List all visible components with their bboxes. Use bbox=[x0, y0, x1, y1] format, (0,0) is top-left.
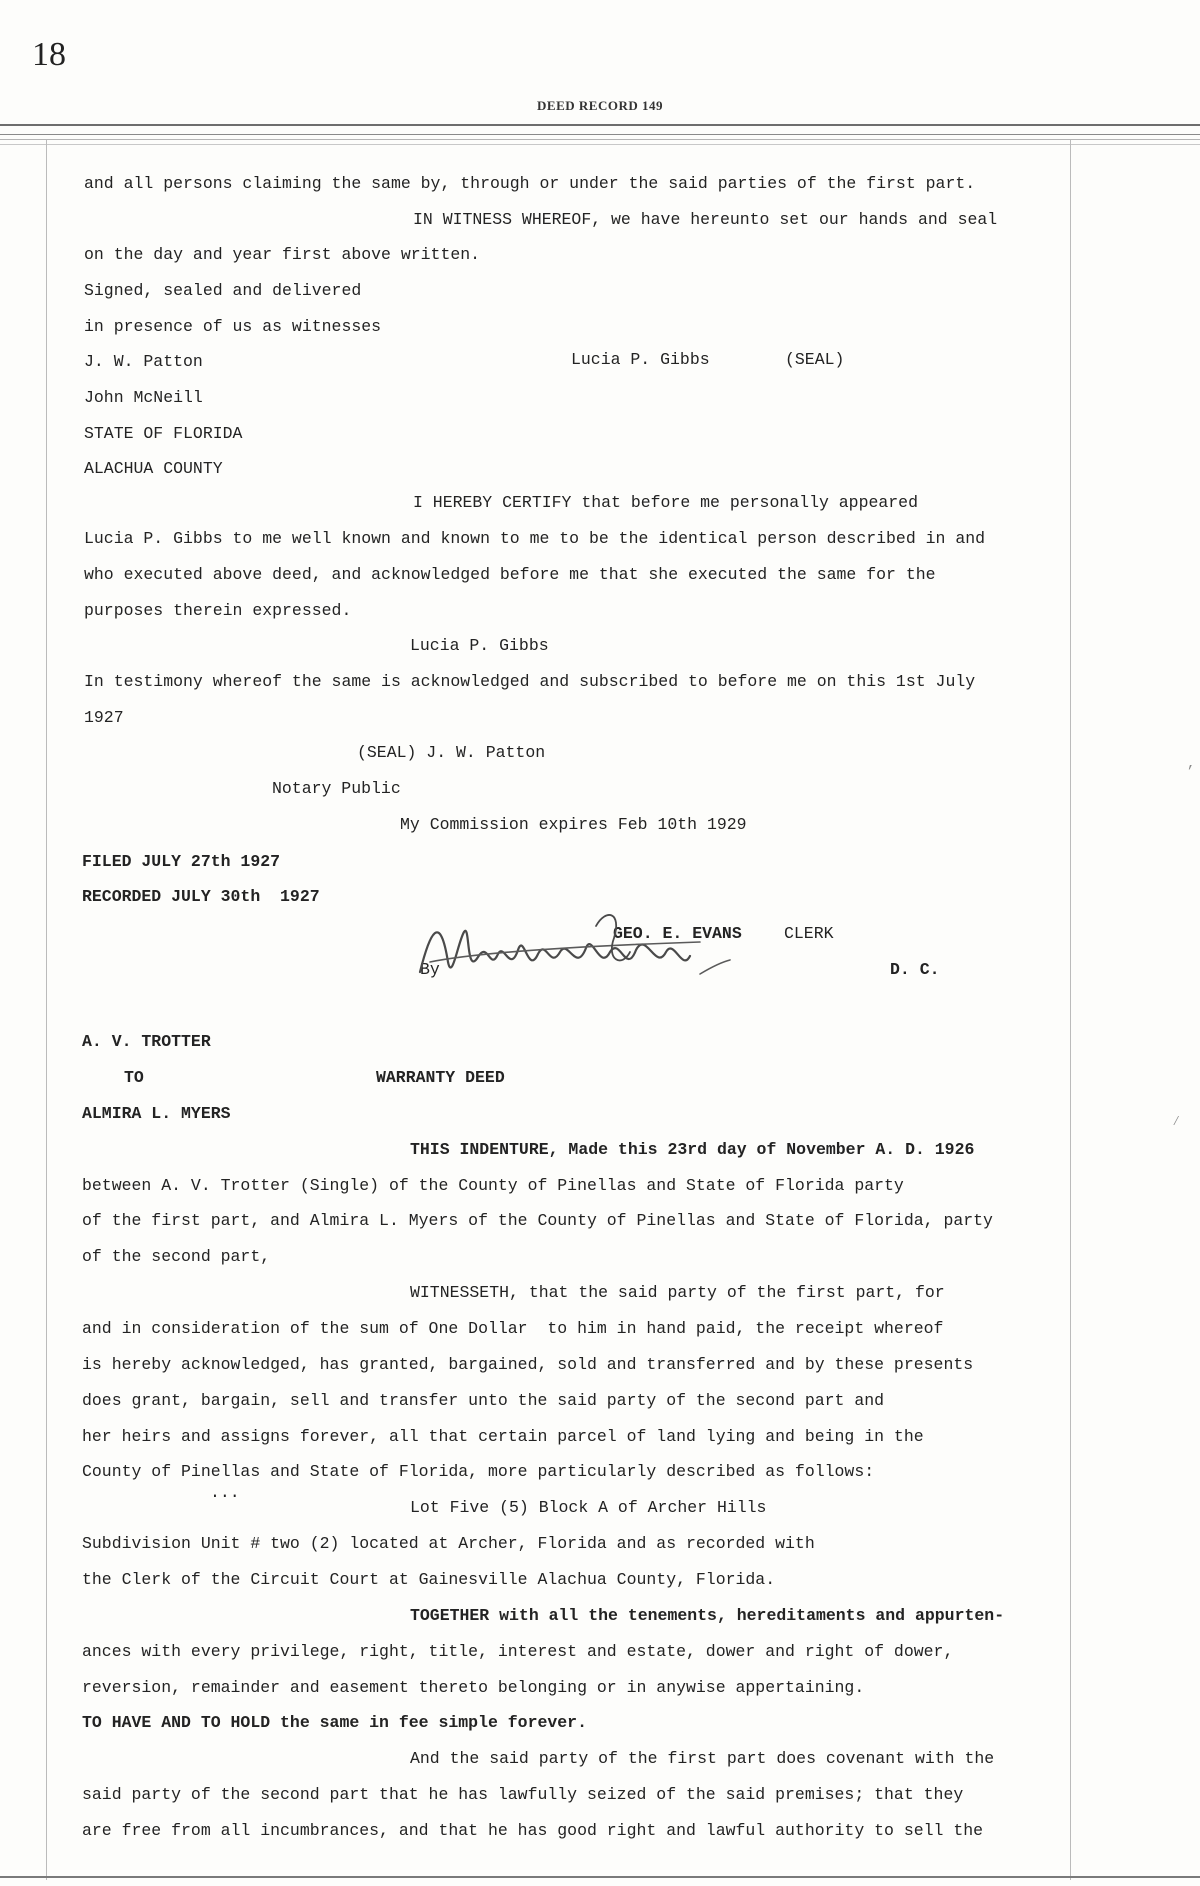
margin-mark: , bbox=[1187, 756, 1196, 772]
text-line: are free from all incumbrances, and that he has good right and lawful authority to sell the bbox=[82, 1821, 984, 1840]
text-line: A. V. TROTTER bbox=[82, 1032, 211, 1051]
text-line: STATE OF FLORIDA bbox=[84, 424, 243, 443]
text-line: of the second part, bbox=[82, 1247, 271, 1266]
text-line: Lucia P. Gibbs bbox=[410, 636, 549, 655]
text-line: John McNeill bbox=[84, 388, 203, 407]
text-line: J. W. Patton bbox=[84, 352, 203, 371]
bottom-rule bbox=[0, 1876, 1200, 1878]
text-line: County of Pinellas and State of Florida, more particularly described as follows: bbox=[82, 1462, 875, 1481]
text-line: RECORDED JULY 30th 1927 bbox=[82, 887, 320, 906]
margin-mark: ⁄ bbox=[1172, 1114, 1181, 1130]
text-line: And the said party of the first part does covenant with the bbox=[410, 1749, 995, 1768]
text-line: ALMIRA L. MYERS bbox=[82, 1104, 231, 1123]
left-margin-line bbox=[46, 140, 47, 1880]
text-line: 1927 bbox=[84, 708, 124, 727]
text-line: My Commission expires Feb 10th 1929 bbox=[400, 815, 747, 834]
text-line: Signed, sealed and delivered bbox=[84, 281, 362, 300]
text-line: who executed above deed, and acknowledged before me that she executed the same for the bbox=[84, 565, 936, 584]
header-rule bbox=[0, 134, 1200, 135]
text-line: ances with every privilege, right, title, interest and estate, dower and right of dower, bbox=[82, 1642, 954, 1661]
header-rule bbox=[0, 124, 1200, 126]
text-line: in presence of us as witnesses bbox=[84, 317, 382, 336]
text-line: is hereby acknowledged, has granted, bargained, sold and transferred and by these presents bbox=[82, 1355, 974, 1374]
text-line: ... bbox=[210, 1483, 240, 1502]
text-line: FILED JULY 27th 1927 bbox=[82, 852, 281, 871]
text-line: I HEREBY CERTIFY that before me personally appeared bbox=[413, 493, 918, 512]
text-line: on the day and year first above written. bbox=[84, 245, 481, 264]
text-line: THIS INDENTURE, Made this 23rd day of November A. D. 1926 bbox=[410, 1140, 975, 1159]
text-line: WARRANTY DEED bbox=[376, 1068, 505, 1087]
right-margin-line bbox=[1070, 140, 1071, 1880]
header-rule bbox=[0, 139, 1200, 140]
text-line: her heirs and assigns forever, all that certain parcel of land lying and being in the bbox=[82, 1427, 924, 1446]
text-line: between A. V. Trotter (Single) of the County of Pinellas and State of Florida party bbox=[82, 1176, 904, 1195]
text-line: By bbox=[420, 960, 440, 979]
text-line: said party of the second part that he has lawfully seized of the said premises; that they bbox=[82, 1785, 964, 1804]
text-line: In testimony whereof the same is acknowledged and subscribed to before me on this 1st July bbox=[84, 672, 976, 691]
text-line: TOGETHER with all the tenements, hereditaments and appurten- bbox=[410, 1606, 1005, 1625]
text-line: ALACHUA COUNTY bbox=[84, 459, 223, 478]
text-line: TO HAVE AND TO HOLD the same in fee simple forever. bbox=[82, 1713, 587, 1732]
text-line: (SEAL) J. W. Patton bbox=[357, 743, 546, 762]
text-line: the Clerk of the Circuit Court at Gainesville Alachua County, Florida. bbox=[82, 1570, 776, 1589]
page-number: 18 bbox=[32, 36, 66, 73]
text-line: purposes therein expressed. bbox=[84, 601, 352, 620]
handwritten-signature bbox=[400, 902, 760, 1012]
text-line: IN WITNESS WHEREOF, we have hereunto set our hands and seal bbox=[413, 210, 998, 229]
text-line: Lot Five (5) Block A of Archer Hills bbox=[410, 1498, 767, 1517]
text-line: TO bbox=[124, 1068, 144, 1087]
page-header-title: DEED RECORD 149 bbox=[537, 98, 663, 113]
text-line: Lucia P. Gibbs to me well known and known to me to be the identical person described in and bbox=[84, 529, 986, 548]
text-line: Subdivision Unit # two (2) located at Archer, Florida and as recorded with bbox=[82, 1534, 815, 1553]
text-line: and in consideration of the sum of One Dollar to him in hand paid, the receipt whereof bbox=[82, 1319, 944, 1338]
text-line: Notary Public bbox=[272, 779, 401, 798]
header-rule bbox=[0, 144, 1200, 145]
text-line: and all persons claiming the same by, through or under the said parties of the first part. bbox=[84, 174, 976, 193]
text-line: (SEAL) bbox=[785, 350, 845, 369]
text-line: of the first part, and Almira L. Myers of the County of Pinellas and State of Florida, party bbox=[82, 1211, 993, 1230]
text-line: reversion, remainder and easement thereto belonging or in anywise appertaining. bbox=[82, 1678, 865, 1697]
text-line: GEO. E. EVANS bbox=[613, 924, 742, 943]
text-line: Lucia P. Gibbs bbox=[571, 350, 710, 369]
text-line: does grant, bargain, sell and transfer unto the said party of the second part and bbox=[82, 1391, 885, 1410]
text-line: WITNESSETH, that the said party of the first part, for bbox=[410, 1283, 945, 1302]
text-line: D. C. bbox=[890, 960, 940, 979]
text-line: CLERK bbox=[784, 924, 834, 943]
